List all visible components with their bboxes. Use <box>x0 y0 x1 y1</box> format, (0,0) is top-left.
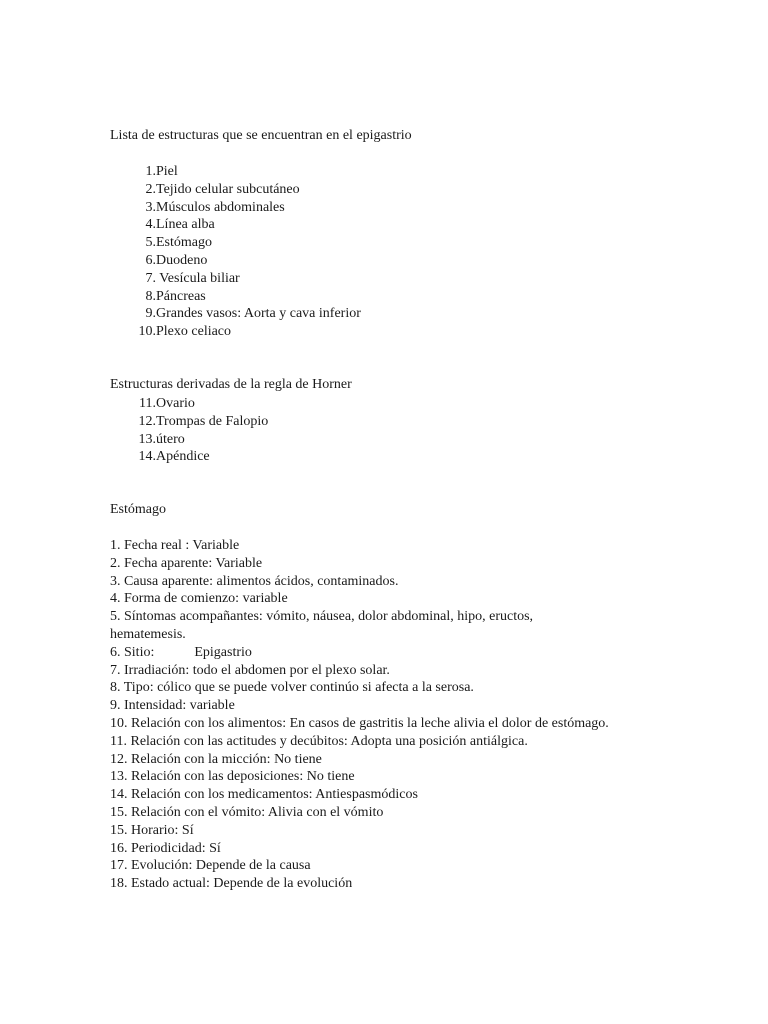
list-item: 4. Forma de comienzo: variable <box>110 591 288 607</box>
estomago-characteristics-list <box>110 537 610 893</box>
list-item: 13. Relación con las deposiciones: No tiene <box>110 769 355 785</box>
list-item <box>110 216 215 234</box>
list-item <box>110 395 195 413</box>
list-item: 9. Intensidad: variable <box>110 698 235 714</box>
list-item: 1. Fecha real : Variable <box>110 538 240 553</box>
list-item: 2. Fecha aparente: Variable <box>110 555 263 571</box>
list-item <box>110 448 210 466</box>
item-text: Piel <box>156 164 178 179</box>
item-number: 3. <box>145 199 156 215</box>
epigastrio-structure-list <box>110 163 361 341</box>
list-item <box>110 305 361 323</box>
sitio-value: Epigastrio <box>194 644 252 660</box>
item-number: 8. <box>145 288 156 304</box>
item-text: Ovario <box>156 396 195 411</box>
list-item: 8. Tipo: cólico que se puede volver continúo si afecta a la serosa. <box>110 680 474 696</box>
item-number: 11. <box>139 396 156 411</box>
list-item <box>110 199 285 217</box>
section1-title: Lista de estructuras que se encuentran en el epigastrio <box>110 128 412 143</box>
list-item: 7. Irradiación: todo el abdomen por el plexo solar. <box>110 662 390 678</box>
list-item <box>110 252 208 270</box>
item-number: 7. <box>145 270 156 286</box>
section3-title: Estómago <box>110 502 166 517</box>
item-text: Páncreas <box>156 288 206 304</box>
item-number: 10. <box>138 324 156 340</box>
list-item <box>110 644 610 662</box>
item-text: Plexo celiaco <box>156 324 232 340</box>
item-number: 1. <box>145 164 156 179</box>
item-number: 12. <box>138 413 156 429</box>
item-number: 5. <box>145 235 156 251</box>
item-text: Duodeno <box>156 252 208 268</box>
list-item: 10. Relación con los alimentos: En casos de gastritis la leche alivia el dolor de estómago. <box>110 715 609 731</box>
item-text: Tejido celular subcutáneo <box>156 181 300 197</box>
list-item <box>110 413 269 431</box>
list-item: 11. Relación con las actitudes y decúbitos: Adopta una posición antiálgica. <box>110 733 528 749</box>
list-item: 5. Síntomas acompañantes: vómito, náusea, dolor abdominal, hipo, eructos, hematemesis. <box>110 609 534 642</box>
list-item <box>110 163 178 181</box>
list-item <box>110 270 240 288</box>
item-text: Músculos abdominales <box>156 199 285 215</box>
list-item: 14. Relación con los medicamentos: Antiespasmódicos <box>110 787 418 803</box>
item-text: Estómago <box>156 235 212 251</box>
list-item: 16. Periodicidad: Sí <box>110 840 221 856</box>
item-number: 14. <box>138 449 156 465</box>
list-item: 3. Causa aparente: alimentos ácidos, contaminados. <box>110 573 399 589</box>
list-item: 17. Evolución: Depende de la causa <box>110 858 311 874</box>
list-item <box>110 181 300 199</box>
item-number: 2. <box>145 181 156 197</box>
item-text: Apéndice <box>156 449 210 465</box>
list-item <box>110 234 212 252</box>
list-item <box>110 323 232 341</box>
item-number: 6. <box>145 252 156 268</box>
item-text: Grandes vasos: Aorta y cava inferior <box>156 306 361 322</box>
list-item: 15. Horario: Sí <box>110 822 194 838</box>
sitio-label: 6. Sitio: <box>110 644 155 660</box>
item-text: Trompas de Falopio <box>156 413 269 429</box>
item-text: Línea alba <box>156 217 215 233</box>
item-number: 9. <box>145 306 156 322</box>
list-item: 12. Relación con la micción: No tiene <box>110 751 322 767</box>
list-item <box>110 288 206 306</box>
item-number: 13. <box>138 431 156 447</box>
list-item <box>110 431 185 449</box>
item-text: Vesícula biliar <box>156 270 240 286</box>
item-text: útero <box>156 431 185 447</box>
item-number: 4. <box>145 217 156 233</box>
horner-structure-list <box>110 395 269 466</box>
list-item: 18. Estado actual: Depende de la evolución <box>110 876 353 892</box>
list-item: 15. Relación con el vómito: Alivia con el vómito <box>110 804 384 820</box>
section2-title: Estructuras derivadas de la regla de Horner <box>110 377 352 392</box>
